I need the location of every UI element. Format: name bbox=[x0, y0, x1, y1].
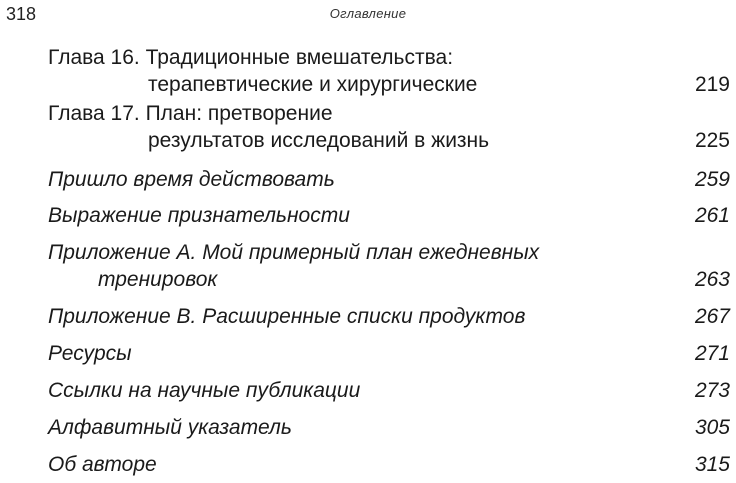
toc-entry-title: Ссылки на научные публикации bbox=[48, 379, 361, 402]
toc-entry-about-author bbox=[48, 451, 730, 478]
table-of-contents bbox=[48, 44, 730, 478]
toc-entry-page: 261 bbox=[694, 204, 730, 227]
toc-entry-page: 225 bbox=[694, 129, 730, 152]
toc-entry-page: 219 bbox=[694, 73, 730, 96]
toc-entry-title: Приложение А. Мой примерный план ежедневных bbox=[48, 241, 540, 264]
toc-entry-acknowledgments bbox=[48, 202, 730, 229]
toc-entry-title: Об авторе bbox=[48, 453, 157, 476]
toc-entry-page: 263 bbox=[694, 268, 730, 291]
toc-entry-title-continued: тренировок bbox=[98, 268, 218, 291]
page-number: 318 bbox=[6, 4, 37, 24]
toc-entry-title-continued: результатов исследований в жизнь bbox=[148, 129, 490, 152]
toc-entry-chapter-17 bbox=[48, 100, 730, 154]
toc-entry-page: 315 bbox=[694, 453, 730, 476]
running-head: Оглавление bbox=[329, 6, 407, 21]
toc-entry-title: Глава 17. План: претворение bbox=[48, 102, 333, 125]
toc-entry-page: 271 bbox=[694, 342, 730, 365]
toc-entry-page: 259 bbox=[694, 168, 730, 191]
toc-entry-page: 305 bbox=[694, 416, 730, 439]
toc-entry-page: 267 bbox=[694, 305, 730, 328]
toc-entry-title: Выражение признательности bbox=[48, 204, 350, 227]
toc-entry-page: 273 bbox=[694, 379, 730, 402]
toc-entry-references bbox=[48, 377, 730, 404]
toc-entry-appendix-a bbox=[48, 239, 730, 293]
toc-entry-title: Приложение В. Расширенные списки продуктов bbox=[48, 305, 526, 328]
toc-entry-title: Ресурсы bbox=[48, 342, 132, 365]
toc-entry-index bbox=[48, 414, 730, 441]
toc-entry-title: Алфавитный указатель bbox=[48, 416, 292, 439]
toc-entry-title-continued: терапевтические и хирургические bbox=[148, 73, 478, 96]
toc-entry-chapter-16 bbox=[48, 44, 730, 98]
toc-entry-time-to-act bbox=[48, 166, 730, 193]
toc-entry-appendix-b bbox=[48, 303, 730, 330]
toc-entry-title: Пришло время действовать bbox=[48, 168, 335, 191]
toc-entry-title: Глава 16. Традиционные вмешательства: bbox=[48, 46, 454, 69]
toc-entry-resources bbox=[48, 340, 730, 367]
